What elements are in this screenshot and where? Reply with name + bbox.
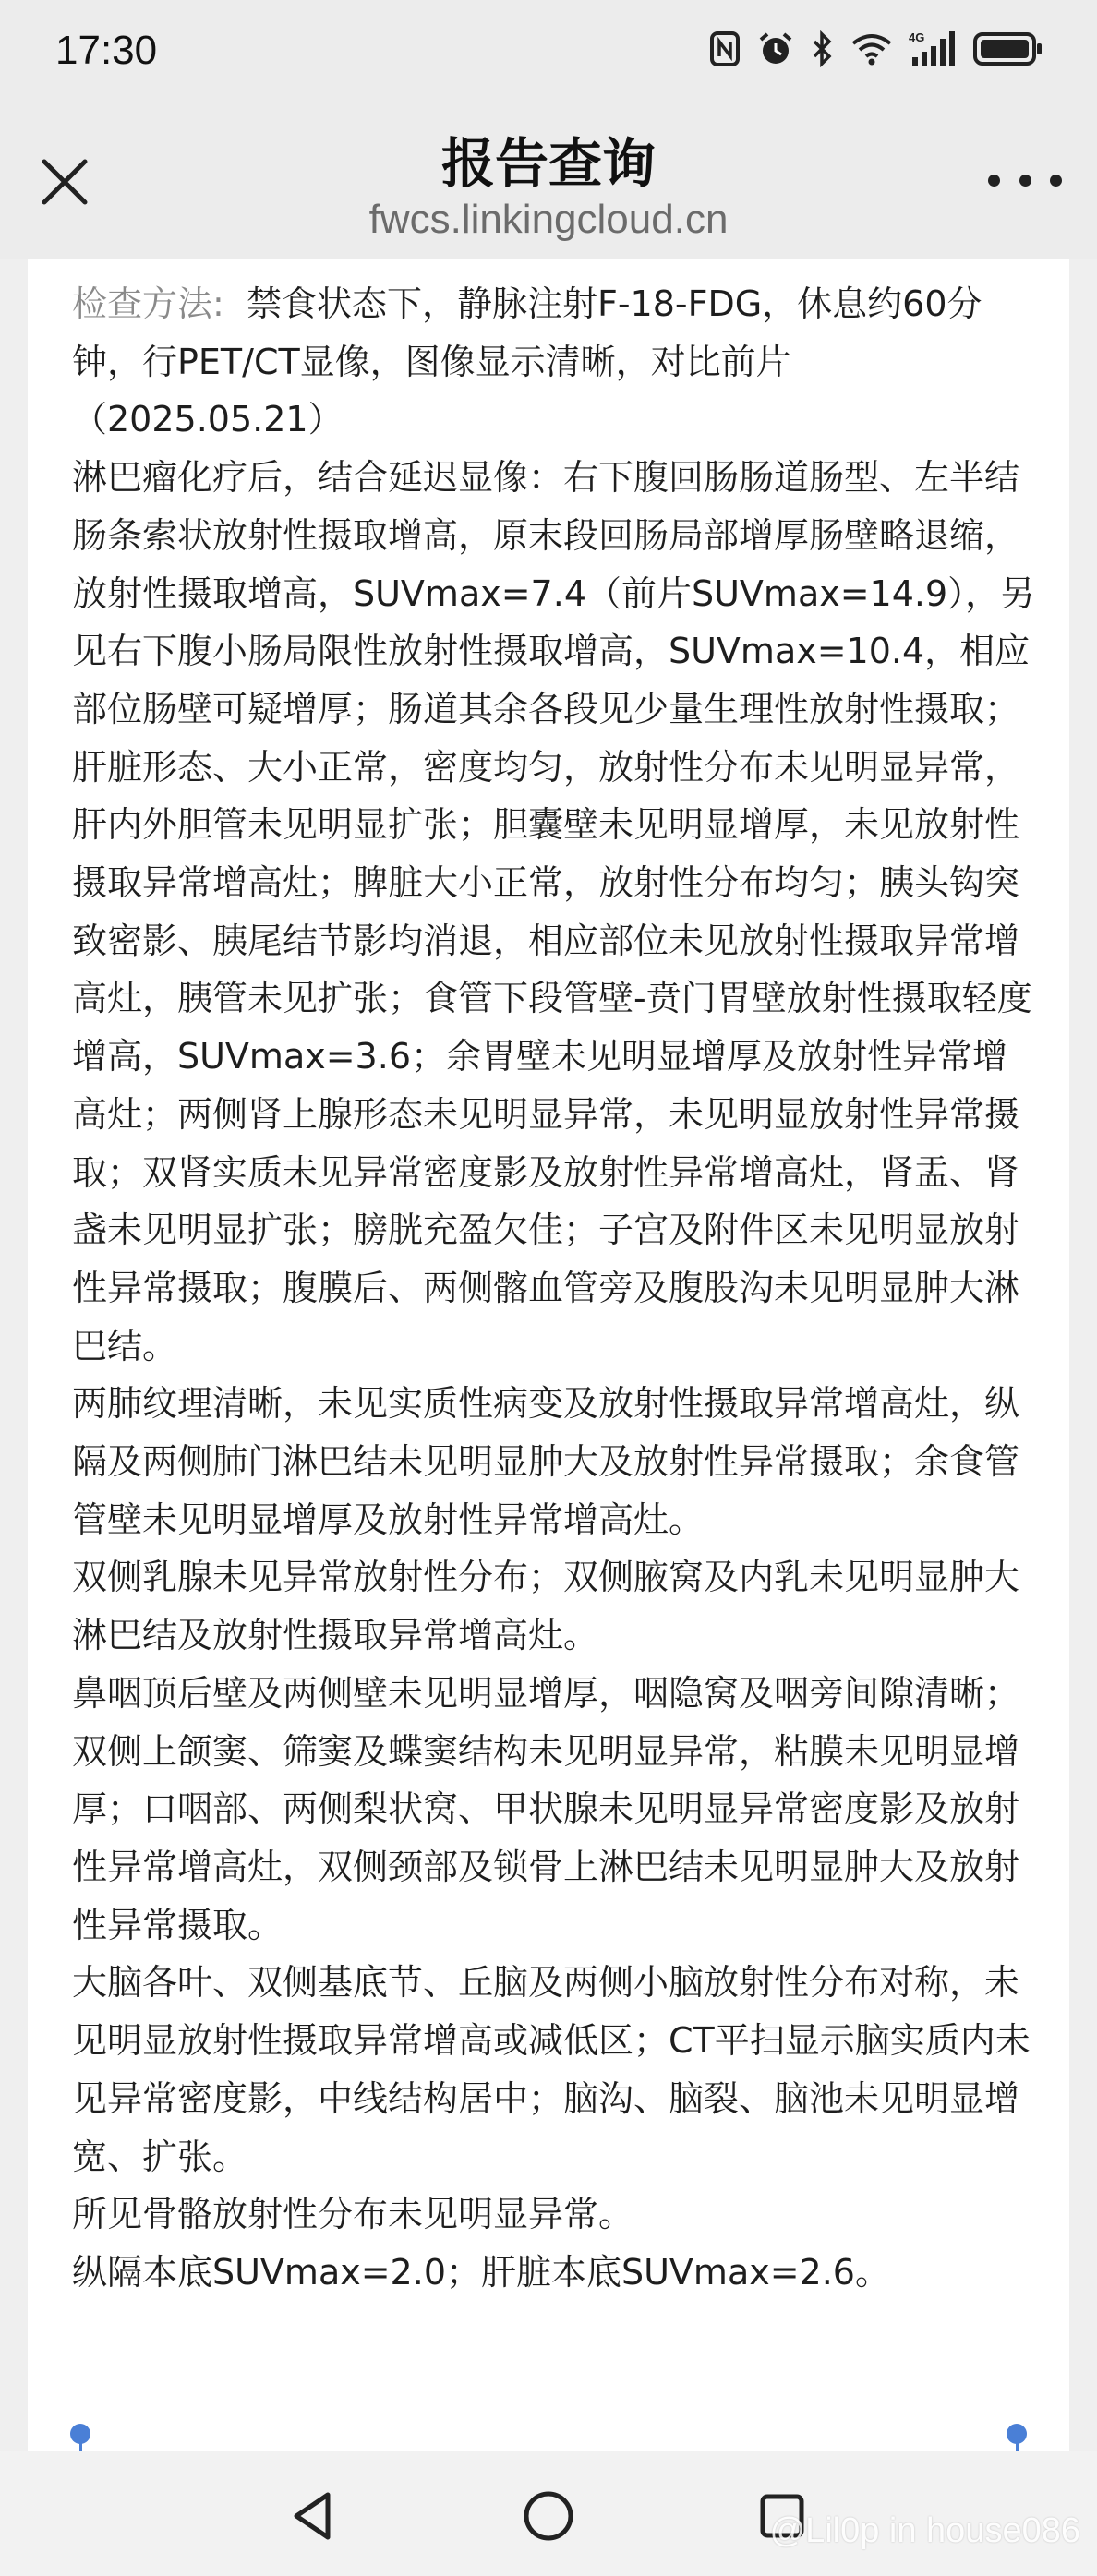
more-dot-icon [1019,175,1031,187]
more-dot-icon [988,175,1000,187]
report-card [28,259,1069,2451]
method-text: 禁食状态下，静脉注射F-18-FDG，休息约60分钟，行PET/CT显像，图像显示清晰，对比前片（2025.05.21） [72,283,982,440]
status-bar [0,0,1097,106]
nfc-icon [709,30,741,71]
watermark: @Lil0p in house086 [769,2511,1080,2550]
findings-abdomen: 淋巴瘤化疗后，结合延迟显像：右下腹回肠肠道肠型、左半结肠条索状放射性摄取增高，原末段回肠局部增厚肠壁略退缩，放射性摄取增高，SUVmax=7.4（前片SUVmax=14.9），另见右下腹小肠局限性放射性摄取增高，SUVmax=10.4，相应部位肠壁可疑增厚；肠道其余各段见少量生理性放射性摄取；肝脏形态、大小正常，密度均匀，放射性分布未见明显异常，肝内外胆管未见明显扩张；胆囊壁未见明显增厚，未见放射性摄取异常增高灶；脾脏大小正常，放射性分布均匀；胰头钩突致密影、胰尾结节影均消退，相应部位未见放射性摄取异常增高灶，胰管未见扩张；食管下段管壁-贲门胃壁放射性摄取轻度增高，SUVmax=3.6；余胃壁未见明显增厚及放射性异常增高灶；两侧肾上腺形态未见明显异常，未见明显放射性异常摄取；双肾实质未见异常密度影及放射性异常增高灶，肾盂、肾盏未见明显扩张；膀胱充盈欠佳；子宫及附件区未见明显放射性异常摄取；腹膜后、两侧髂血管旁及腹股沟未见明显肿大淋巴结。 [72,457,1036,1366]
wifi-icon [851,32,892,69]
battery-icon [973,30,1043,71]
findings-breast: 双侧乳腺未见异常放射性分布；双侧腋窝及内乳未见明显肿大淋巴结及放射性摄取异常增高灶。 [72,1557,1020,1656]
findings-brain: 大脑各叶、双侧基底节、丘脑及两侧小脑放射性分布对称，未见明显放射性摄取异常增高或减低区；CT平扫显示脑实质内未见异常密度影，中线结构居中；脑沟、脑裂、脑池未见明显增宽、扩张。 [72,1962,1031,2177]
findings-baseline: 纵隔本底SUVmax=2.0；肝脏本底SUVmax=2.6。 [72,2251,890,2293]
more-dot-icon [1050,175,1062,187]
method-label: 检查方法: [72,283,224,324]
back-icon [282,2484,346,2548]
report-content [72,275,1042,2302]
alarm-icon [757,30,794,71]
home-icon [516,2484,581,2548]
page-url: fwcs.linkingcloud.cn [368,197,729,242]
status-icons [709,30,1043,72]
back-button[interactable] [282,2484,346,2548]
method-paragraph [72,275,1042,449]
svg-text:4G: 4G [909,30,925,44]
signal-4g-icon [909,30,957,72]
bluetooth-icon [811,30,835,71]
page-title: 报告查询 [440,132,656,195]
findings-head-neck: 鼻咽顶后壁及两侧壁未见明显增厚，咽隐窝及咽旁间隙清晰；双侧上颌窦、筛窦及蝶窦结构未见明显异常，粘膜未见明显增厚；口咽部、两侧梨状窝、甲状腺未见明显异常密度影及放射性异常增高灶，双侧颈部及锁骨上淋巴结未见明显肿大及放射性异常摄取。 [72,1672,1020,1945]
browser-header [0,106,1097,259]
status-time: 17:30 [55,28,158,73]
findings-chest: 两肺纹理清晰，未见实质性病变及放射性摄取异常增高灶，纵隔及两侧肺门淋巴结未见明显肿大及放射性异常摄取；余食管管壁未见明显增厚及放射性异常增高灶。 [72,1383,1020,1540]
findings-bone: 所见骨骼放射性分布未见明显异常。 [72,2194,634,2235]
home-button[interactable] [516,2484,581,2548]
more-options-button[interactable] [988,162,1062,199]
